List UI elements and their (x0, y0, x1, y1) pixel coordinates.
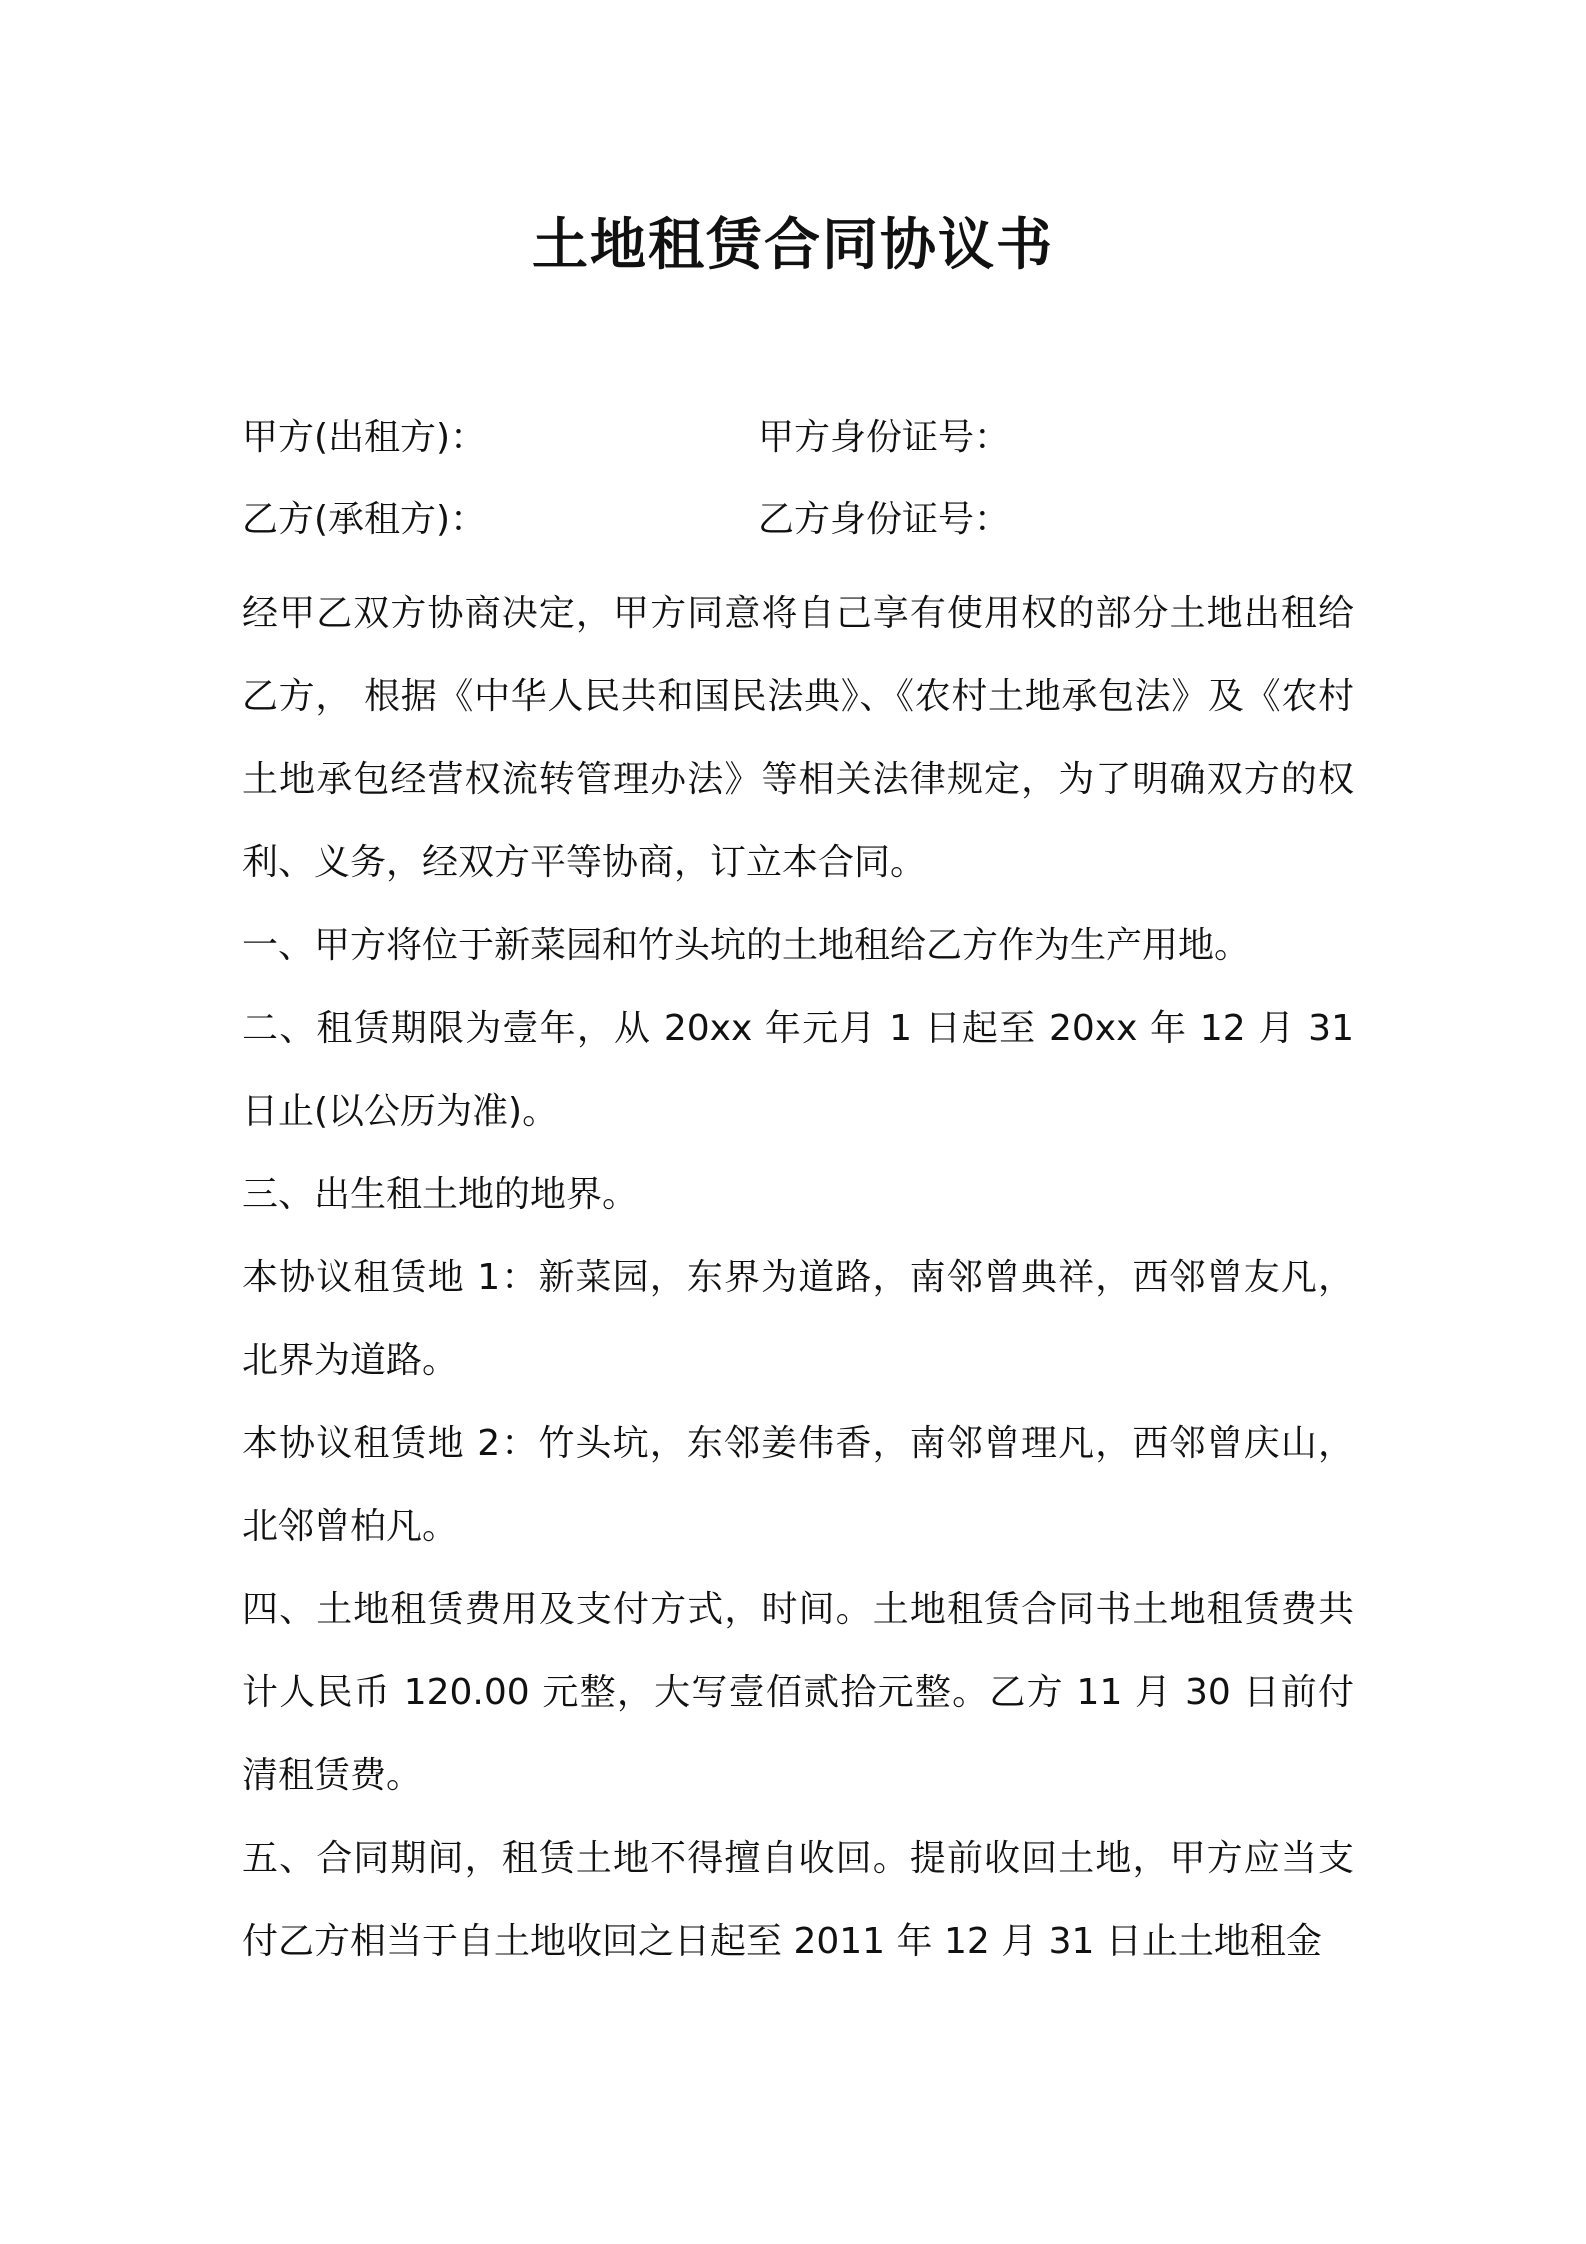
document-title: 土地租赁合同协议书 (532, 213, 1054, 278)
lessee-id-label: 乙方身份证号： (758, 499, 1011, 540)
preamble-paragraph: 经甲乙双方协商决定，甲方同意将自己享有使用权的部分土地出租给乙方， 根据《中华人民共和国民法典》、《农村土地承包法》及《农村土地承包经营权流转管理办法》等相关法律规定，为了明确双方的权利、义务，经双方平等协商，订立本合同。 (242, 593, 1354, 883)
plot-1-paragraph: 本协议租赁地 1：新菜园，东界为道路，南邻曾典祥，西邻曾友凡，北界为道路。 (242, 1257, 1354, 1381)
lessor-id-label: 甲方身份证号： (758, 417, 1011, 458)
plot-2-paragraph: 本协议租赁地 2：竹头坑，东邻姜伟香，南邻曾理凡，西邻曾庆山，北邻曾柏凡。 (242, 1423, 1354, 1547)
contract-body (242, 572, 1354, 1983)
clause-4-paragraph: 四、土地租赁费用及支付方式，时间。土地租赁合同书土地租赁费共计人民币 120.00 元整，大写壹佰贰拾元整。乙方 11 月 30 日前付清租赁费。 (242, 1589, 1354, 1796)
lessor-label: 甲方(出租方)： (242, 417, 487, 458)
clause-1-paragraph: 一、甲方将位于新菜园和竹头坑的土地租给乙方作为生产用地。 (242, 925, 1251, 966)
clause-5-paragraph: 五、合同期间，租赁土地不得擅自收回。提前收回土地，甲方应当支付乙方相当于自土地收回之日起至 2011 年 12 月 31 日止土地租金 (242, 1838, 1354, 1962)
clause-3-paragraph: 三、出生租土地的地界。 (242, 1174, 639, 1215)
lessee-label: 乙方(承租方)： (242, 499, 487, 540)
clause-2-paragraph: 二、租赁期限为壹年，从 20xx 年元月 1 日起至 20xx 年 12 月 31 日止(以公历为准)。 (242, 1008, 1354, 1132)
